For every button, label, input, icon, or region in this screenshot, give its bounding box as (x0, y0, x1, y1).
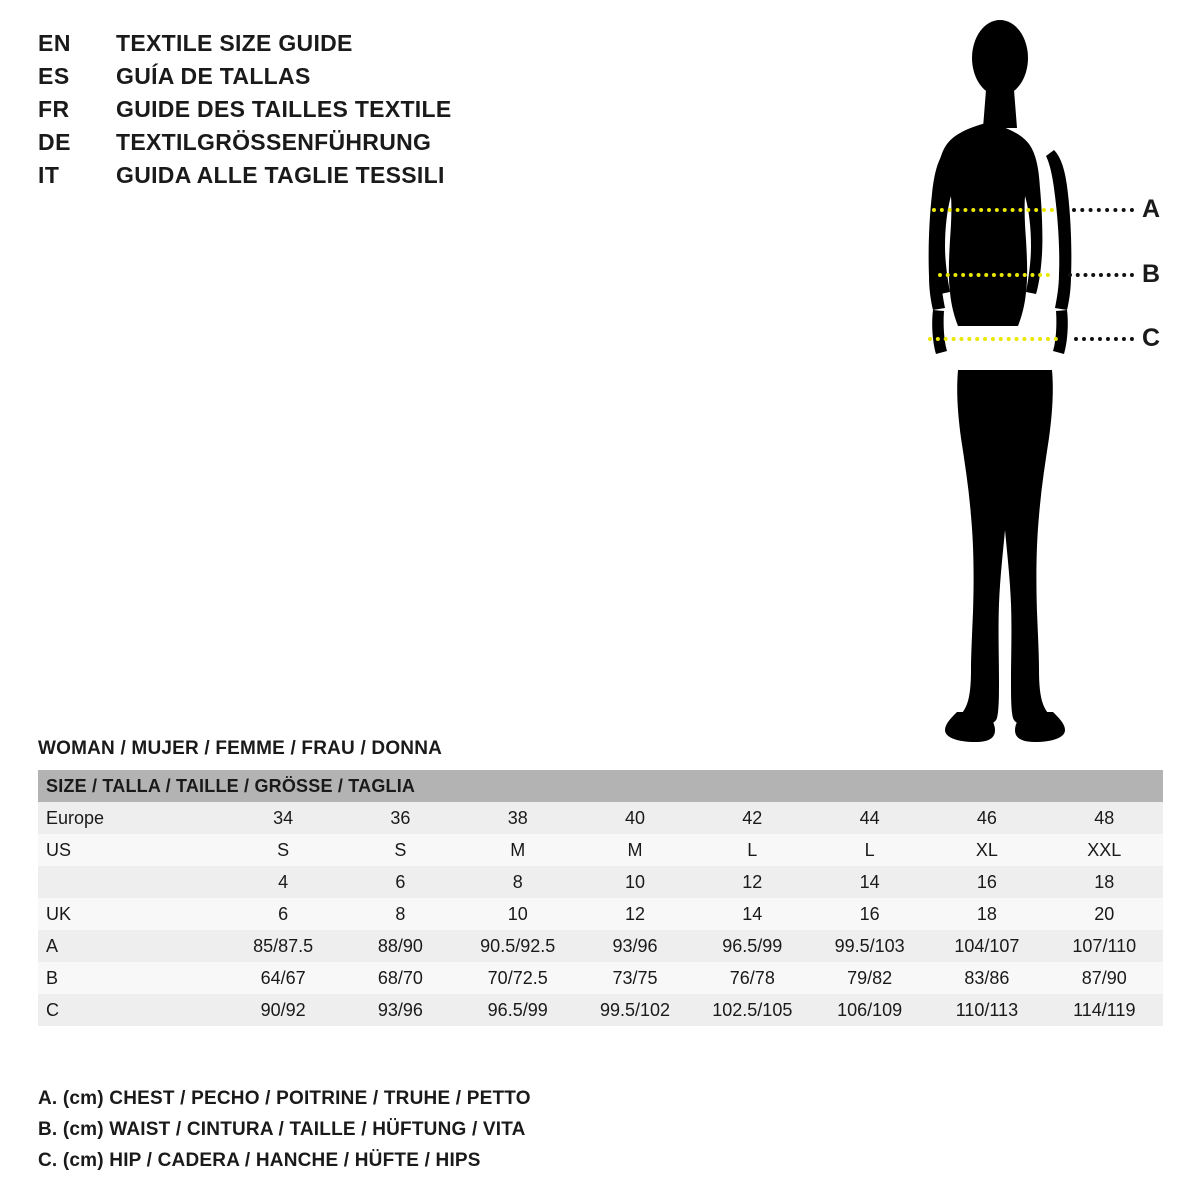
title-text-en: TEXTILE SIZE GUIDE (116, 30, 353, 56)
measure-label-a: A (1142, 195, 1161, 223)
row-label (38, 866, 224, 898)
measure-line-hip (928, 337, 1058, 341)
table-cell: 14 (859, 872, 880, 892)
table-row (38, 834, 1163, 866)
table-cell: 34 (273, 808, 294, 828)
table-cell: 73/75 (612, 968, 658, 988)
measurement-legend (38, 1088, 738, 1181)
language-code-es: ES (38, 63, 70, 89)
table-cell: L (864, 840, 875, 860)
table-cell: 44 (859, 808, 880, 828)
table-cell: 64/67 (260, 968, 306, 988)
table-row (38, 994, 1163, 1026)
table-cell: 16 (976, 872, 997, 892)
measure-line-chest (932, 208, 1054, 212)
title-text-fr: GUIDE DES TAILLES TEXTILE (116, 96, 452, 122)
table-cell: L (747, 840, 758, 860)
table-cell: 14 (742, 904, 763, 924)
size-table-section (38, 738, 1163, 1026)
table-row (38, 802, 1163, 834)
language-code-fr: FR (38, 96, 70, 122)
legend-row-b: B. (cm) WAIST / CINTURA / TAILLE / HÜFTUNG / VITA (38, 1119, 526, 1140)
table-cell: 85/87.5 (253, 936, 314, 956)
table-cell: 12 (624, 904, 646, 924)
table-cell: 106/109 (837, 1000, 903, 1020)
language-code-it: IT (38, 162, 60, 188)
row-label: B (46, 968, 59, 988)
row-label: US (46, 840, 72, 860)
body-measurement-figure (860, 10, 1190, 750)
table-cell: 88/90 (377, 936, 423, 956)
lead-line-chest (1072, 208, 1134, 212)
table-row (38, 898, 1163, 930)
table-group-heading: WOMAN / MUJER / FEMME / FRAU / DONNA (38, 738, 443, 759)
row-label: A (46, 936, 59, 956)
table-cell: 99.5/103 (834, 936, 905, 956)
table-cell: S (277, 840, 290, 860)
table-cell: XL (975, 840, 998, 860)
table-cell: 10 (507, 904, 528, 924)
table-cell: 46 (976, 808, 997, 828)
title-row (38, 63, 658, 96)
row-label: C (46, 1000, 59, 1020)
table-cell: 6 (395, 872, 406, 892)
table-cell: 18 (1094, 872, 1115, 892)
legend-row-a: A. (cm) CHEST / PECHO / POITRINE / TRUHE / PETTO (38, 1088, 531, 1109)
table-cell: 90.5/92.5 (480, 936, 556, 956)
table-cell: 83/86 (964, 968, 1010, 988)
table-row (38, 930, 1163, 962)
table-cell: 96.5/99 (487, 1000, 548, 1020)
title-row (38, 162, 658, 195)
table-cell: 40 (624, 808, 646, 828)
table-cell: 93/96 (612, 936, 658, 956)
title-text-es: GUÍA DE TALLAS (116, 63, 311, 89)
title-row (38, 129, 658, 162)
table-cell: M (627, 840, 643, 860)
table-cell: 102.5/105 (712, 1000, 793, 1020)
table-cell: 107/110 (1072, 936, 1137, 956)
table-cell: 8 (512, 872, 523, 892)
table-cell: 104/107 (954, 936, 1020, 956)
lead-line-waist (1068, 273, 1134, 277)
table-cell: S (394, 840, 407, 860)
table-cell: 8 (395, 904, 406, 924)
table-cell: 42 (742, 808, 763, 828)
table-cell: 18 (976, 904, 997, 924)
title-block (38, 30, 658, 195)
table-cell: 16 (859, 904, 880, 924)
title-text-it: GUIDA ALLE TAGLIE TESSILI (116, 162, 445, 188)
table-cell: 36 (390, 808, 411, 828)
table-cell: 110/113 (955, 1000, 1019, 1020)
title-row (38, 30, 658, 63)
table-cell: 79/82 (847, 968, 893, 988)
female-body-silhouette-icon (860, 10, 1190, 750)
table-cell: 87/90 (1081, 968, 1127, 988)
table-cell: 93/96 (377, 1000, 423, 1020)
table-cell: 4 (278, 872, 289, 892)
title-row (38, 96, 658, 129)
legend-row-c: C. (cm) HIP / CADERA / HANCHE / HÜFTE / HIPS (38, 1150, 481, 1171)
row-label: UK (46, 904, 72, 924)
table-cell: 20 (1094, 904, 1115, 924)
row-label: Europe (46, 808, 105, 828)
table-cell: XXL (1087, 840, 1122, 860)
measure-label-c: C (1142, 324, 1161, 352)
title-text-de: TEXTILGRÖSSENFÜHRUNG (116, 129, 432, 155)
table-cell: 99.5/102 (599, 1000, 671, 1020)
measure-line-waist (938, 273, 1050, 277)
table-header-row (38, 770, 1163, 802)
size-table (38, 770, 1163, 1026)
table-cell: 70/72.5 (487, 968, 548, 988)
table-row (38, 866, 1163, 898)
table-cell: 6 (278, 904, 289, 924)
table-cell: 68/70 (377, 968, 423, 988)
table-cell: M (510, 840, 526, 860)
table-cell: 38 (507, 808, 528, 828)
table-cell: 96.5/99 (722, 936, 783, 956)
table-cell: 10 (624, 872, 646, 892)
language-code-de: DE (38, 129, 71, 155)
table-cell: 12 (742, 872, 763, 892)
table-header-cell: SIZE / TALLA / TAILLE / GRÖSSE / TAGLIA (38, 770, 1163, 802)
table-row (38, 962, 1163, 994)
table-cell: 76/78 (729, 968, 775, 988)
table-cell: 90/92 (260, 1000, 306, 1020)
lead-line-hip (1074, 337, 1134, 341)
table-cell: 114/119 (1073, 1000, 1136, 1020)
measure-label-b: B (1142, 260, 1161, 288)
language-code-en: EN (38, 30, 71, 56)
table-cell: 48 (1094, 808, 1115, 828)
